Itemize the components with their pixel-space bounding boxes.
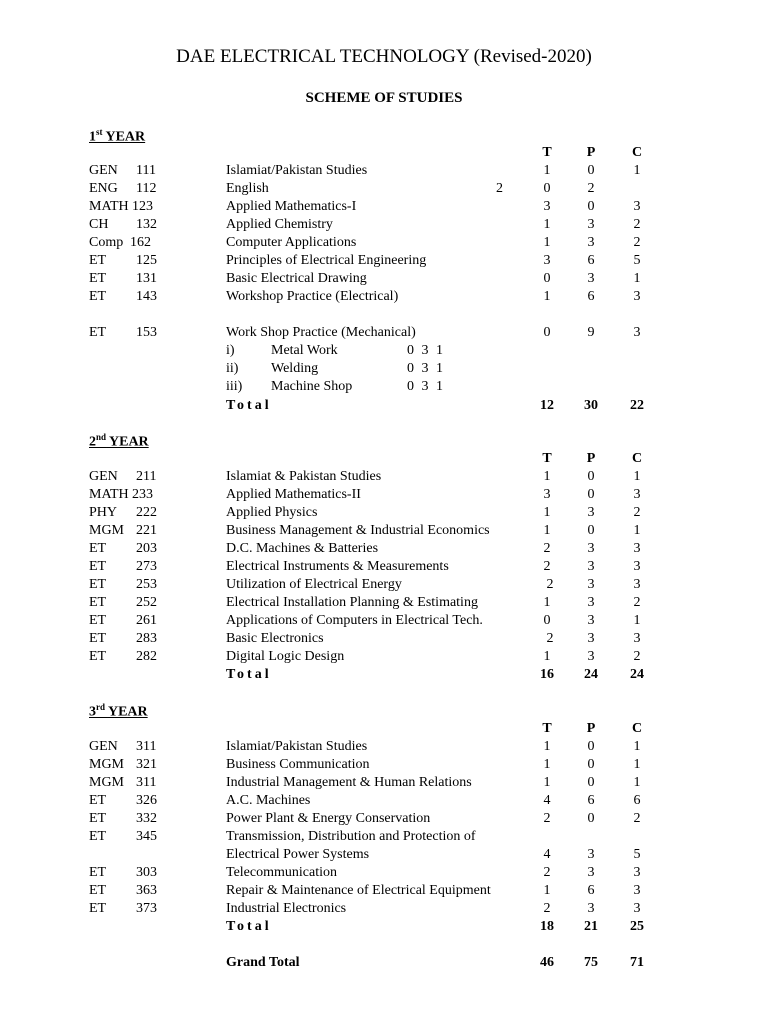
course-c: 2 [633,235,641,250]
course-row [0,288,768,306]
course-title: Electrical Installation Planning & Estimating [226,595,478,610]
course-row [0,486,768,504]
course-prefix: CH [89,217,109,232]
course-number: 123 [132,199,153,214]
course-p: 3 [587,631,595,646]
course-p: 3 [587,649,595,664]
document-subtitle: SCHEME OF STUDIES [305,90,463,106]
course-row [0,594,768,612]
course-row [0,180,768,198]
course-row [0,576,768,594]
course-number: 222 [136,505,157,520]
course-t: 1 [543,505,551,520]
course-title: Electrical Power Systems [226,847,370,862]
course-title: Basic Electrical Drawing [226,271,367,286]
course-row [0,648,768,666]
course-prefix: ENG [89,181,118,196]
course-c: 1 [633,469,641,484]
course-row [0,162,768,180]
course-prefix: GEN [89,469,118,484]
course-t: 1 [543,469,551,484]
course-p: 3 [587,505,595,520]
year2-total-row [0,666,768,684]
course-t: 1 [543,217,551,232]
total-label: Total [226,919,272,934]
course-c: 3 [633,631,641,646]
subitem-number: iii) [226,379,243,394]
course-row [0,504,768,522]
course-p: 0 [587,199,595,214]
course-number: 112 [136,181,157,196]
course-title: Business Communication [226,757,370,772]
course-title: Business Management & Industrial Economics [226,523,490,538]
header-c: C [631,145,643,160]
course-number: 283 [136,631,157,646]
course-p: 3 [587,235,595,250]
course-row [0,270,768,288]
course-c: 2 [633,505,641,520]
course-c: 3 [633,883,641,898]
course-t: 0 [543,613,551,628]
course-p: 3 [587,217,595,232]
course-row [0,234,768,252]
subitem-name: Metal Work [271,343,338,358]
course-prefix: ET [89,253,107,268]
course-t: 1 [543,757,551,772]
course-row [0,198,768,216]
header-t: T [542,145,552,160]
course-row [0,864,768,882]
course-p: 0 [587,487,595,502]
year1-column-headers [0,144,768,162]
course-extra-value: 2 [496,181,503,196]
course-p: 2 [587,181,595,196]
course-p: 6 [587,793,595,808]
course-number: 345 [136,829,157,844]
course-t: 4 [543,847,551,862]
course-c: 1 [633,271,641,286]
course-prefix: Comp [89,235,124,250]
course-p: 6 [587,253,595,268]
header-p: P [586,145,596,160]
year2-num: 2 [89,434,96,450]
course-title: Repair & Maintenance of Electrical Equipment [226,883,491,898]
course-c: 2 [633,811,641,826]
course-row [0,522,768,540]
course-t: 2 [546,631,554,646]
grand-total-row [0,954,768,972]
course-p: 3 [587,541,595,556]
course-title: Basic Electronics [226,631,324,646]
course-number: 132 [136,217,157,232]
course-number: 332 [136,811,157,826]
grand-total-t: 46 [540,955,554,970]
course-title: A.C. Machines [226,793,311,808]
course-row [0,900,768,918]
course-prefix: MATH [89,487,129,502]
year1-num: 1 [89,129,96,145]
course-prefix: ET [89,271,107,286]
course-number: 261 [136,613,157,628]
course-number: 273 [136,559,157,574]
course-t: 0 [543,181,551,196]
course-c: 2 [633,595,641,610]
course-title: English [226,181,269,196]
course-prefix: MGM [89,523,125,538]
course-prefix: ET [89,595,107,610]
course-c: 1 [633,523,641,538]
course-c: 3 [633,559,641,574]
course-t: 3 [543,199,551,214]
course-number: 203 [136,541,157,556]
course-number: 311 [136,739,157,754]
course-row [0,540,768,558]
course-row [0,738,768,756]
course-row [0,756,768,774]
course-row [0,612,768,630]
course-title: Industrial Management & Human Relations [226,775,472,790]
course-number: 311 [136,775,157,790]
course-p: 6 [587,883,595,898]
year3-sup: rd [96,702,105,712]
course-c: 3 [633,289,641,304]
course-title: Transmission, Distribution and Protection of [226,829,476,844]
course-p: 3 [587,847,595,862]
course-t: 1 [543,595,551,610]
course-p: 6 [587,289,595,304]
course-prefix: ET [89,883,107,898]
document-title: DAE ELECTRICAL TECHNOLOGY (Revised-2020) [176,46,592,67]
course-c: 2 [633,649,641,664]
course-title: Industrial Electronics [226,901,347,916]
course-c: 3 [633,865,641,880]
grand-total-label: Grand Total [226,955,300,970]
course-p: 0 [587,163,595,178]
header-c: C [631,721,643,736]
total-label: Total [226,398,272,413]
course-t: 1 [543,775,551,790]
workshop-subitem [0,342,768,360]
course-c: 3 [633,325,641,340]
course-number: 363 [136,883,157,898]
course-title: Telecommunication [226,865,337,880]
course-row [0,810,768,828]
header-t: T [542,721,552,736]
course-prefix: ET [89,559,107,574]
course-prefix: PHY [89,505,118,520]
course-prefix: ET [89,613,107,628]
course-number: 253 [136,577,157,592]
course-title: Applied Mathematics-I [226,199,357,214]
course-t: 4 [543,793,551,808]
course-prefix: ET [89,793,107,808]
header-p: P [586,721,596,736]
course-title: Islamiat/Pakistan Studies [226,163,368,178]
course-row [0,324,768,342]
course-c: 1 [633,739,641,754]
year2-sup: nd [96,432,107,442]
course-title: Islamiat & Pakistan Studies [226,469,382,484]
course-t: 1 [543,235,551,250]
course-c: 1 [633,775,641,790]
course-t: 1 [543,739,551,754]
total-t: 16 [540,667,554,682]
year1-label: YEAR [105,129,146,145]
course-p: 0 [587,775,595,790]
course-row [0,774,768,792]
header-c: C [631,451,643,466]
course-prefix: MGM [89,775,125,790]
course-prefix: ET [89,829,107,844]
course-c: 5 [633,253,641,268]
workshop-subitem [0,378,768,396]
year1-sup: st [96,127,103,137]
course-t: 2 [543,559,551,574]
course-c: 1 [633,163,641,178]
course-title: Workshop Practice (Electrical) [226,289,399,304]
course-t: 2 [543,541,551,556]
total-p: 21 [584,919,598,934]
course-prefix: MGM [89,757,125,772]
subitem-number: ii) [226,361,239,376]
course-p: 3 [587,559,595,574]
total-t: 18 [540,919,554,934]
course-title: Digital Logic Design [226,649,345,664]
course-number: 282 [136,649,157,664]
course-number: 125 [136,253,157,268]
total-t: 12 [540,398,554,413]
course-t: 1 [543,523,551,538]
course-t: 1 [543,289,551,304]
course-title: Work Shop Practice (Mechanical) [226,325,416,340]
header-t: T [542,451,552,466]
course-row [0,252,768,270]
grand-total-c: 71 [630,955,644,970]
course-number: 131 [136,271,157,286]
course-p: 3 [587,613,595,628]
course-c: 2 [633,217,641,232]
subitem-name: Welding [271,361,319,376]
course-c: 3 [633,577,641,592]
subitem-tpc: 0 3 1 [407,379,445,394]
course-number: 211 [136,469,157,484]
course-prefix: ET [89,541,107,556]
course-c: 3 [633,487,641,502]
course-p: 0 [587,757,595,772]
course-t: 0 [543,325,551,340]
course-title: Applied Physics [226,505,318,520]
course-prefix: GEN [89,163,118,178]
course-t: 3 [543,487,551,502]
course-title: Computer Applications [226,235,357,250]
subitem-tpc: 0 3 1 [407,361,445,376]
course-prefix: GEN [89,739,118,754]
course-row-continuation [0,846,768,864]
course-title: Applications of Computers in Electrical Tech. [226,613,483,628]
course-number: 326 [136,793,157,808]
course-t: 0 [543,271,551,286]
course-row [0,792,768,810]
course-p: 9 [587,325,595,340]
total-c: 22 [630,398,644,413]
year3-column-headers [0,720,768,738]
course-title: Electrical Instruments & Measurements [226,559,449,574]
course-number: 221 [136,523,157,538]
course-row [0,468,768,486]
course-p: 0 [587,739,595,754]
course-number: 303 [136,865,157,880]
course-number: 143 [136,289,157,304]
course-row [0,630,768,648]
course-c: 3 [633,199,641,214]
course-c: 1 [633,613,641,628]
year2-label: YEAR [109,434,149,450]
course-p: 3 [587,865,595,880]
course-c: 3 [633,541,641,556]
course-p: 0 [587,523,595,538]
subitem-number: i) [226,343,235,358]
course-title: Islamiat/Pakistan Studies [226,739,368,754]
course-row [0,828,768,846]
course-p: 3 [587,595,595,610]
course-title: Applied Chemistry [226,217,333,232]
subitem-tpc: 0 3 1 [407,343,445,358]
course-t: 2 [546,577,554,592]
course-prefix: ET [89,811,107,826]
course-prefix: MATH [89,199,129,214]
course-row [0,558,768,576]
course-t: 1 [543,883,551,898]
course-t: 3 [543,253,551,268]
course-t: 2 [543,901,551,916]
course-title: Principles of Electrical Engineering [226,253,427,268]
course-t: 2 [543,811,551,826]
course-p: 3 [587,577,595,592]
header-p: P [586,451,596,466]
total-c: 24 [630,667,644,682]
year3-num: 3 [89,704,96,720]
subitem-name: Machine Shop [271,379,353,394]
course-prefix: ET [89,631,107,646]
course-title: Utilization of Electrical Energy [226,577,402,592]
course-number: 321 [136,757,157,772]
course-row [0,216,768,234]
total-label: Total [226,667,272,682]
course-number: 162 [130,235,151,250]
course-prefix: ET [89,289,107,304]
course-title: D.C. Machines & Batteries [226,541,379,556]
total-c: 25 [630,919,644,934]
course-c: 5 [633,847,641,862]
course-prefix: ET [89,649,107,664]
course-p: 3 [587,271,595,286]
course-prefix: ET [89,865,107,880]
year1-total-row [0,397,768,415]
course-number: 373 [136,901,157,916]
total-p: 30 [584,398,598,413]
course-number: 233 [132,487,153,502]
grand-total-p: 75 [584,955,598,970]
course-number: 111 [136,163,156,178]
year1-heading [89,127,145,146]
course-p: 3 [587,901,595,916]
course-prefix: ET [89,325,107,340]
year3-total-row [0,918,768,936]
course-c: 3 [633,901,641,916]
year2-column-headers [0,450,768,468]
course-c: 1 [633,757,641,772]
course-t: 1 [543,649,551,664]
workshop-subitem [0,360,768,378]
course-title: Applied Mathematics-II [226,487,361,502]
year3-label: YEAR [107,704,148,720]
course-c: 6 [633,793,641,808]
course-number: 252 [136,595,157,610]
year2-heading [89,432,149,451]
total-p: 24 [584,667,598,682]
course-p: 0 [587,811,595,826]
course-prefix: ET [89,577,107,592]
course-title: Power Plant & Energy Conservation [226,811,431,826]
course-p: 0 [587,469,595,484]
course-prefix: ET [89,901,107,916]
course-t: 2 [543,865,551,880]
year3-heading [89,702,148,721]
course-number: 153 [136,325,157,340]
course-row [0,882,768,900]
course-t: 1 [543,163,551,178]
